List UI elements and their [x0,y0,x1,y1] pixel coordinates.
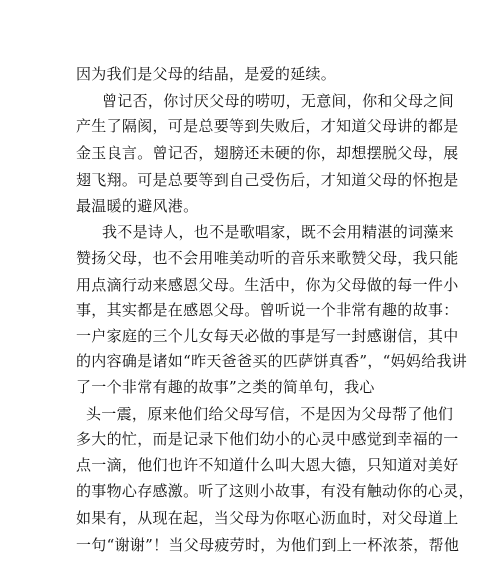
text-line-17: 的事物心存感激。听了这则小故事，有没有触动你的心灵， [76,482,474,500]
text-line-11: 一户家庭的三个儿女每天必做的事是写一封感谢信，其中 [76,327,459,345]
text-line-18: 如果有，从现在起，当父母为你呕心沥血时，对父母道上 [76,509,459,527]
text-line-5: 翅飞翔。可是总要等到自己受伤后，才知道父母的怀抱是 [76,171,459,189]
text-line-2: 曾记否，你讨厌父母的唠叨，无意间，你和父母之间 [102,92,454,110]
text-line-12: 的内容确是诸如“昨天爸爸买的匹萨饼真香”，“妈妈给我讲 [76,352,468,370]
text-line-10: 事，其实都是在感恩父母。曾听说一个非常有趣的故事： [76,301,459,319]
text-line-8: 赞扬父母，也不会用唯美动听的音乐来歌赞父母，我只能 [76,249,459,267]
text-line-7: 我不是诗人，也不是歌唱家，既不会用精湛的词藻来 [102,223,454,241]
text-line-14: 头一震，原来他们给父母写信，不是因为父母帮了他们 [86,405,454,423]
text-line-1: 因为我们是父母的结晶，是爱的延续。 [76,65,337,83]
text-line-16: 点一滴，他们也许不知道什么叫大恩大德，只知道对美好 [76,456,459,474]
text-line-15: 多大的忙，而是记录下他们幼小的心灵中感觉到幸福的一 [76,430,459,448]
text-line-13: 了一个非常有趣的故事”之类的简单句，我心 [76,378,375,396]
text-line-3: 产生了隔阂，可是总要等到失败后，才知道父母讲的都是 [76,117,459,135]
text-line-6: 最温暖的避风港。 [76,197,199,215]
text-line-4: 金玉良言。曾记否，翅膀还未硬的你，却想摆脱父母，展 [76,144,459,162]
text-line-9: 用点滴行动来感恩父母。生活中，你为父母做的每一件小 [76,276,459,294]
text-line-19: 一句“谢谢”！当父母疲劳时，为他们到上一杯浓茶，帮他 [76,536,460,554]
